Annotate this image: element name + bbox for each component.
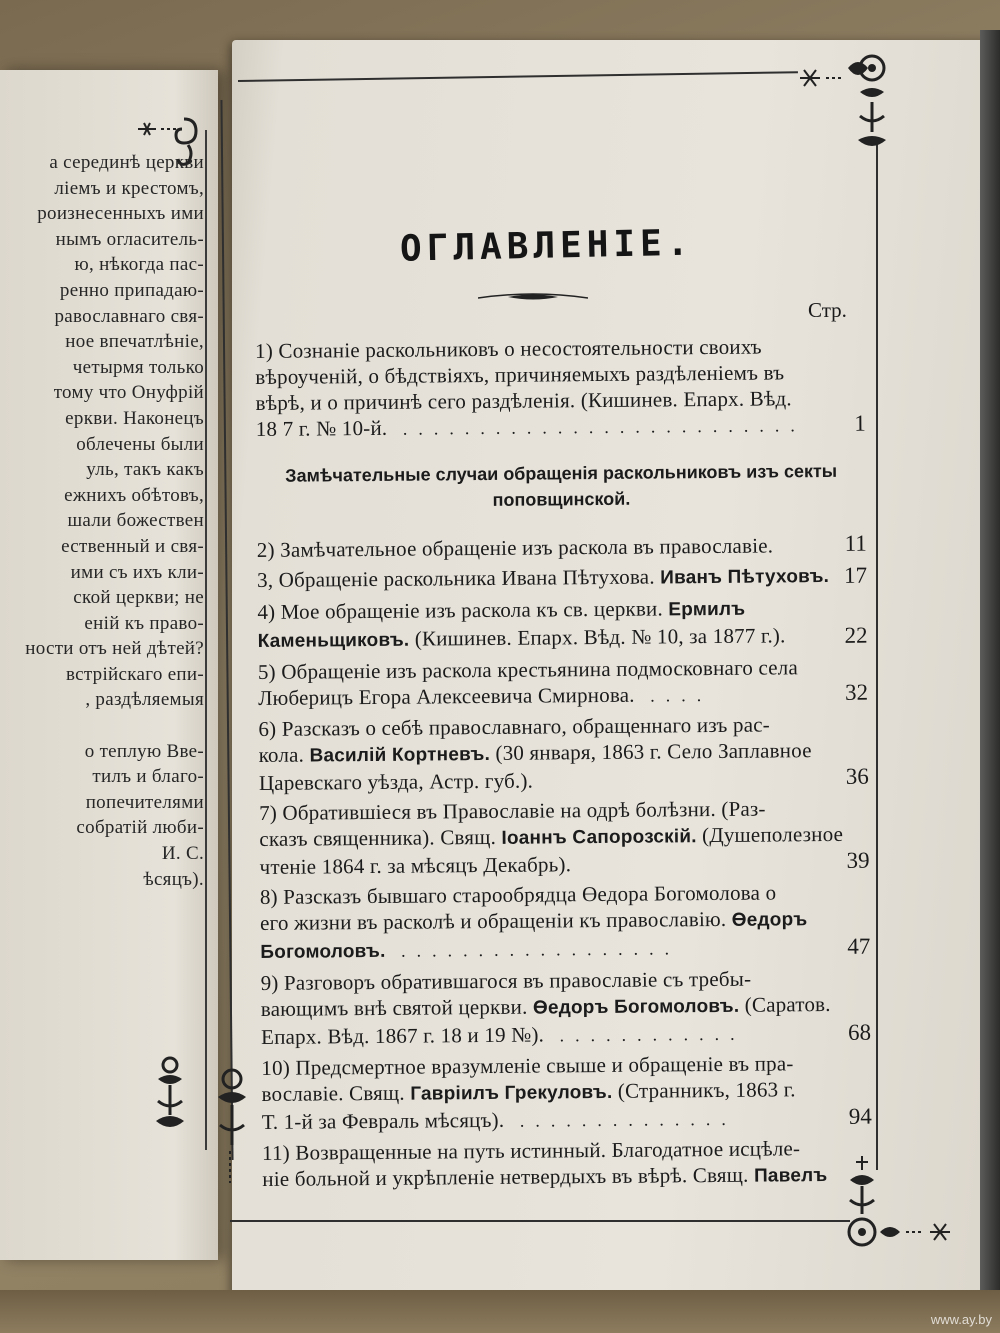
toc-entry xyxy=(261,965,872,1051)
toc-entry-text: 9) Разговоръ обратившагося въ православіе съ требы- xyxy=(260,966,752,995)
toc-page-number: 22 xyxy=(844,622,868,648)
left-page-line: шали божествен xyxy=(67,510,204,532)
left-page-line: ное впечатлѣніе, xyxy=(65,331,204,353)
leader-dots: .................. xyxy=(385,938,681,961)
author-name: Павелъ xyxy=(753,1165,828,1187)
section-heading-line: поповщинской. xyxy=(492,488,631,510)
left-page-line: еркви. Наконецъ xyxy=(65,407,204,429)
left-page-line: ю, нѣкогда пас- xyxy=(74,254,204,276)
left-page-line: уль, такъ какъ xyxy=(86,459,204,481)
left-page-line: четырмя только xyxy=(72,356,204,378)
toc-entry xyxy=(259,795,870,880)
toc-entry xyxy=(262,1135,872,1194)
left-page-line: равославнаго свя- xyxy=(54,305,204,327)
toc-entry xyxy=(255,333,866,443)
toc-entry-text: ніе больной и укрѣпленіе нетвердыхъ въ вѣрѣ. Свящ. xyxy=(262,1162,749,1191)
left-page-line: ественный и свя- xyxy=(61,535,204,557)
left-page-line: облечены были xyxy=(76,433,204,455)
left-page-line: тилъ и благо- xyxy=(92,766,204,788)
toc-entry-text: 6) Разсказъ о себѣ православнаго, обращеннаго изъ рас- xyxy=(258,712,770,741)
toc-entry-text: вѣроученій, о бѣдствіяхъ, причиняемыхъ раздѣленіемъ въ xyxy=(255,360,785,389)
toc-entry-text: вославіе. Свящ. xyxy=(261,1080,405,1106)
left-page-line: нымъ огласитель- xyxy=(55,228,204,250)
author-name: Ермилъ xyxy=(668,598,746,621)
toc-entry xyxy=(258,654,868,712)
toc-page-number: 36 xyxy=(845,763,869,789)
page-column-heading: Стр. xyxy=(808,298,847,322)
left-page-line: ности отъ ней дѣтей? xyxy=(25,638,204,660)
page-border-line xyxy=(230,1220,850,1222)
toc-page-number: 47 xyxy=(847,933,871,959)
toc-entry-text: кола. xyxy=(258,742,305,767)
left-page-text xyxy=(0,150,204,892)
table-edge xyxy=(0,1290,1000,1333)
section-heading xyxy=(256,458,866,515)
left-page-line: о теплую Вве- xyxy=(84,740,204,762)
page-title: ОГЛАВЛЕНІЕ. xyxy=(399,222,694,270)
toc-entry-line xyxy=(259,737,827,770)
toc-entry-text: вающимъ внѣ святой церкви. xyxy=(260,994,528,1021)
title-divider-ornament xyxy=(478,290,588,304)
left-page-line: ской церкви; не xyxy=(73,587,204,609)
toc-entry xyxy=(260,879,871,966)
toc-entry-text: 11) Возвращенные на путь истинный. Благодатное исцѣле- xyxy=(262,1136,801,1165)
left-page-line: а серединѣ церкви xyxy=(49,152,204,173)
left-page-line: встрійскаго епи- xyxy=(65,663,204,685)
toc-entry xyxy=(257,562,867,595)
toc-entry-text: 7) Обратившіеся въ Православіе на одрѣ болѣзни. (Раз- xyxy=(259,796,766,825)
section-heading-line: Замѣчательные случаи обращенія раскольниковъ изъ секты xyxy=(285,460,838,486)
left-page-line xyxy=(0,713,204,739)
left-page-line: ренно припадаю- xyxy=(59,279,204,301)
page-border-line xyxy=(876,140,878,1170)
toc-entry-line xyxy=(262,1104,830,1136)
author-name: Өедоръ xyxy=(731,909,808,931)
left-page-line: собратій люби- xyxy=(76,817,204,839)
toc-page-number: 11 xyxy=(844,530,867,556)
author-name: Іоаннъ Сапорозскій. xyxy=(501,826,697,849)
left-page-line: ліемъ и крестомъ, xyxy=(54,177,204,199)
toc-entry-line xyxy=(261,1019,829,1051)
toc-entry-text: 2) Замѣчательное обращеніе изъ раскола въ православіе. xyxy=(256,533,774,562)
toc-entry-text: 1) Сознаніе раскольниковъ о несостоятельности своихъ xyxy=(255,334,762,363)
toc-entry-line xyxy=(260,905,828,938)
toc-entry-text: Царевскаго уѣзда, Астр. губ.). xyxy=(258,768,534,795)
toc-page-number: 68 xyxy=(847,1019,872,1045)
toc-entry xyxy=(258,711,869,796)
left-page-line: ими съ ихъ кли- xyxy=(70,561,204,583)
leader-dots: .............. xyxy=(504,1108,737,1131)
leader-dots: .... xyxy=(634,685,713,706)
toc-entry-text: (Саратов. xyxy=(744,992,831,1017)
toc-entry-line xyxy=(257,562,830,595)
toc-page-number: 39 xyxy=(846,847,870,873)
left-page-line: еній къ право- xyxy=(84,612,204,634)
left-page-line: роизнесенныхъ ими xyxy=(37,203,204,225)
corner-ornament-icon xyxy=(210,1065,260,1185)
watermark: www.ay.by xyxy=(930,1312,992,1327)
table-of-contents xyxy=(255,333,872,1198)
leader-dots: .......................... xyxy=(387,415,806,439)
left-page-line: ежнихъ обѣтовъ, xyxy=(64,484,204,506)
author-name: Каменьщиковъ. xyxy=(257,629,410,652)
toc-entry-text: сказъ священника). Свящ. xyxy=(259,824,497,851)
left-page-line: попечителями xyxy=(85,791,204,813)
toc-entry-line xyxy=(262,1161,830,1194)
toc-entry-line xyxy=(258,622,826,655)
toc-entry-text: (Странникъ, 1863 г. xyxy=(617,1077,796,1103)
toc-entry-text: (Душеполезное xyxy=(701,821,844,848)
toc-page-number: 1 xyxy=(854,410,866,436)
toc-entry-text: Т. 1-й за Февраль мѣсяцъ). xyxy=(261,1107,505,1134)
toc-page-number: 32 xyxy=(845,679,869,705)
toc-entry-line xyxy=(258,654,826,685)
toc-entry xyxy=(261,1050,872,1136)
toc-entry-text: 18 7 г. № 10-й. xyxy=(255,415,388,441)
toc-entry-text: вѣрѣ, и о причинѣ сего раздѣленія. (Кишинев. Епарх. Вѣд. xyxy=(255,386,792,415)
toc-entry-text: 5) Обращеніе изъ раскола крестьянина подмосковнаго села xyxy=(257,655,799,684)
toc-entry-line xyxy=(259,765,827,796)
author-name: Өедоръ Богомоловъ. xyxy=(532,995,740,1019)
toc-entry-text: 3, Обращеніе раскольника Ивана Пѣтухова. xyxy=(257,564,655,592)
toc-entry-line xyxy=(256,411,824,443)
toc-entry-text: 4) Мое обращеніе изъ раскола къ св. церкви. xyxy=(257,596,663,624)
author-name: Гавріилъ Грекуловъ. xyxy=(410,1081,613,1105)
author-name: Иванъ Пѣтуховъ. xyxy=(660,565,830,589)
left-page xyxy=(0,70,218,1260)
ornament-icon xyxy=(150,1055,210,1135)
toc-page-number: 17 xyxy=(843,562,868,588)
leader-dots: ............ xyxy=(543,1023,746,1046)
toc-entry-text: Епарх. Вѣд. 1867 г. 18 и 19 №). xyxy=(260,1022,545,1049)
toc-entry-text: (30 января, 1863 г. Село Заплавное xyxy=(495,738,812,765)
author-name: Василій Кортневъ. xyxy=(309,743,491,767)
toc-entry-line xyxy=(258,680,826,712)
toc-entry-text: его жизни въ расколѣ и обращеніи къ православію. xyxy=(260,906,727,935)
toc-entry-line xyxy=(261,1076,829,1109)
author-name: Богомоловъ. xyxy=(260,940,386,963)
toc-entry-line xyxy=(260,933,828,966)
left-page-line: , раздѣляемыя xyxy=(85,689,204,711)
toc-entry-text: 8) Разсказъ бывшаго старообрядца Өедора Богомолова о xyxy=(259,880,777,909)
page-border-line xyxy=(205,130,207,1150)
toc-entry-text: (Кишинев. Епарх. Вѣд. № 10, за 1877 г.). xyxy=(414,623,786,651)
toc-entry-text: Люберицъ Егора Алексеевича Смирнова. xyxy=(258,682,635,710)
toc-page-number: 94 xyxy=(848,1103,872,1129)
toc-entry-line xyxy=(260,849,828,880)
left-page-line: И. С. xyxy=(161,843,204,865)
toc-entry-line xyxy=(257,532,825,563)
left-page-line: ѣсяцъ). xyxy=(143,868,204,890)
page-edge xyxy=(980,30,1000,1290)
corner-ornament-icon xyxy=(798,52,893,162)
toc-entry-line xyxy=(259,821,844,854)
left-page-line: тому что Онуфрій xyxy=(53,382,204,404)
toc-entry xyxy=(257,532,867,563)
toc-entry xyxy=(257,594,867,655)
toc-entry-text: чтеніе 1864 г. за мѣсяцъ Декабрь). xyxy=(259,852,572,879)
toc-entry-text: 10) Предсмертное вразумленіе свыше и обращеніе въ пра- xyxy=(261,1051,794,1080)
